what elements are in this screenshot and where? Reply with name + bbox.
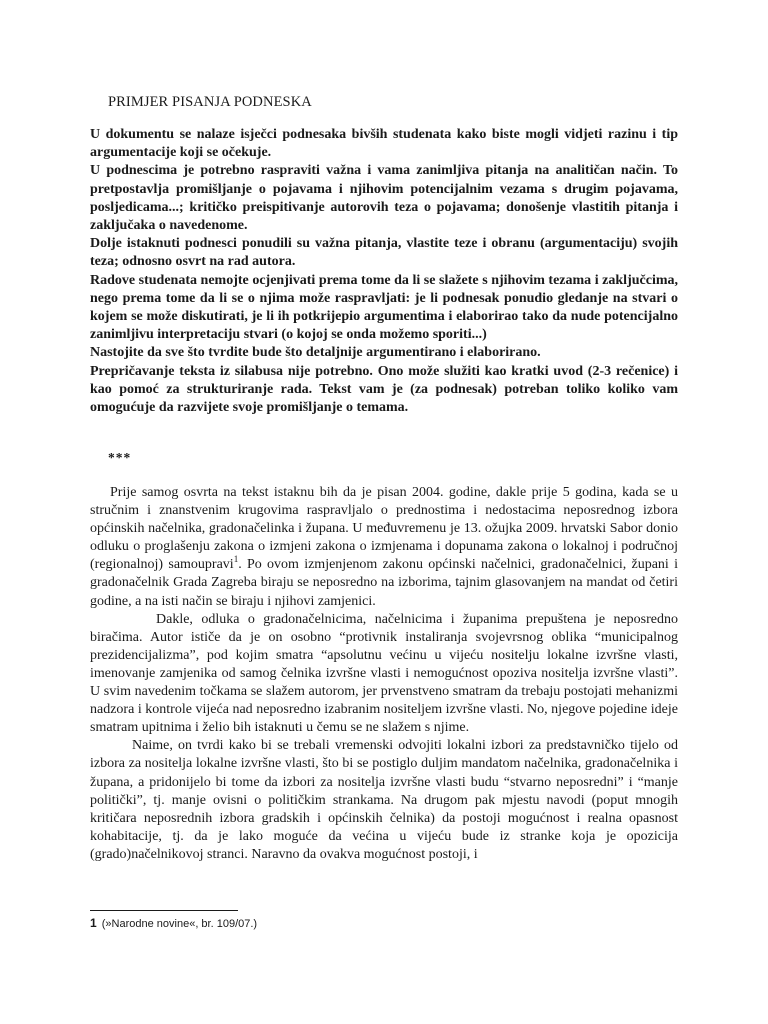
intro-instructions — [90, 126, 678, 417]
body-paragraph: Naime, on tvrdi kako bi se trebali vremenski odvojiti lokalni izbori za predstavničko tijelo od izbora za nositelja lokalne izvršne vlasti, što bi se postiglo duljim mandatom načelnika, gradonačelnika i župana, a pridonijelo bi tome da izbori za nositelja izvršne vlasti budu “stvarno neposredni” i “manje politički”, tj. manje ovisni o političkim strankama. Na drugom pak mjestu navodi (poput mnogih kritičara neposrednih izbora gradskih i općinskih čelnika) da postoji mogućnost i realna opasnost kohabitacije, tj. da je lako moguće da većina u vijeću bude iz stranke koja je opozicija (grado)načelnikovoj stranci. Naravno da ovakva mogućnost postoji, i — [90, 738, 678, 862]
section-separator: *** — [108, 450, 132, 465]
body-paragraph: Dakle, odluka o gradonačelnicima, načelnicima i županima prepuštena je neposredno biračima. Autor ističe da je on osobno “protivnik instaliranja svojevrsnog oblika “municipalnog prezidencijalizma”, pod kojim smatra “apsolutnu većinu u vijeću nositelju lokalne izvršne vlasti, imenovanje zamjenika od samog čelnika izvršne vlasti i nemogućnost opoziva nositelja izvršne vlasti”. U svim navedenim točkama se slažem autorom, jer prvenstveno smatram da trebaju postojati mehanizmi nadzora i kontrole vijeća nad neposredno izabranim nositeljem izvršne vlasti. No, njegove pojedine ideje smatram upitnima i želio bih istaknuti u čemu se ne slažem s njime. — [90, 611, 678, 736]
body-text: . Po ovom izmjenjenom zakonu općinski načelnici, gradonačelnici, župani i gradonačelnik Grada Zagreba biraju se neposredno na izborima, tajnim glasovanjem na mandat od četiri godine, a na isti način se biraju i njihovi zamjenici. — [90, 557, 678, 609]
footnote-marker: 1 — [90, 916, 97, 930]
footnote-divider — [90, 910, 238, 911]
intro-paragraph: U dokumentu se nalaze isječci podnesaka bivših studenata kako biste mogli vidjeti razinu i tip argumentacije koji se očekuje. — [90, 127, 678, 161]
intro-paragraph: Prepričavanje teksta iz silabusa nije potrebno. Ono može služiti kao kratki uvod (2-3 rečenice) i kao pomoć za strukturiranje rada. Tekst vam je (za podnesak) potreban toliko koliko vam omogućuje da razvijete svoje promišljanje o temama. — [90, 363, 678, 416]
intro-paragraph: Radove studenata nemojte ocjenjivati prema tome da li se slažete s njihovim tezama i zaključcima, nego prema tome da li se o njima može raspravljati: je li podnesak ponudio gledanje na stvari o kojem se može diskutirati, je li ih potkrijepio argumentima i elaborirao tako da nude potencijalno zanimljivu interpretaciju stvari (o kojoj se onda možemo sporiti...) — [90, 272, 678, 343]
footnote-text: (»Narodne novine«, br. 109/07.) — [101, 918, 258, 930]
intro-paragraph: Dolje istaknuti podnesci ponudili su važna pitanja, vlastite teze i obranu (argumentaciju) svojih teza; odnosno osvrt na rad autora. — [90, 236, 678, 270]
body-text: Prije samog osvrta na tekst istaknu bih da je pisan 2004. godine, dakle prije 5 godina, kada se u stručnim i znanstvenim krugovima raspravljalo o prednostima i nedostacima neposrednog izbora općinskih načelnika, gradonačelinka i župana. U međuvremenu je 13. ožujka 2009. hrvatski Sabor donio odluku o proglašenju zakona o izmjeni zakona o izmjenama i dopunama zakona o lokalnoj i područnoj (regionalnoj) samoupravi — [90, 485, 678, 573]
essay-body — [90, 484, 678, 864]
intro-paragraph: Nastojite da sve što tvrdite bude što detaljnije argumentirano i elaborirano. — [90, 345, 541, 361]
footnote — [90, 916, 257, 930]
intro-paragraph: U podnescima je potrebno raspraviti važna i vama zanimljiva pitanja na analitičan način. To pretpostavlja promišljanje o pojavama i njihovim potencijalnim vezama s drugim pojavama, posljedicama...; kritičko preispitivanje autorovih teza o pojavama; donošenje vlastitih pitanja i zaključaka o navedenome. — [90, 163, 678, 234]
document-title: PRIMJER PISANJA PODNESKA — [108, 94, 312, 110]
body-paragraph — [90, 484, 678, 611]
footnote-reference[interactable]: 1 — [233, 554, 239, 565]
